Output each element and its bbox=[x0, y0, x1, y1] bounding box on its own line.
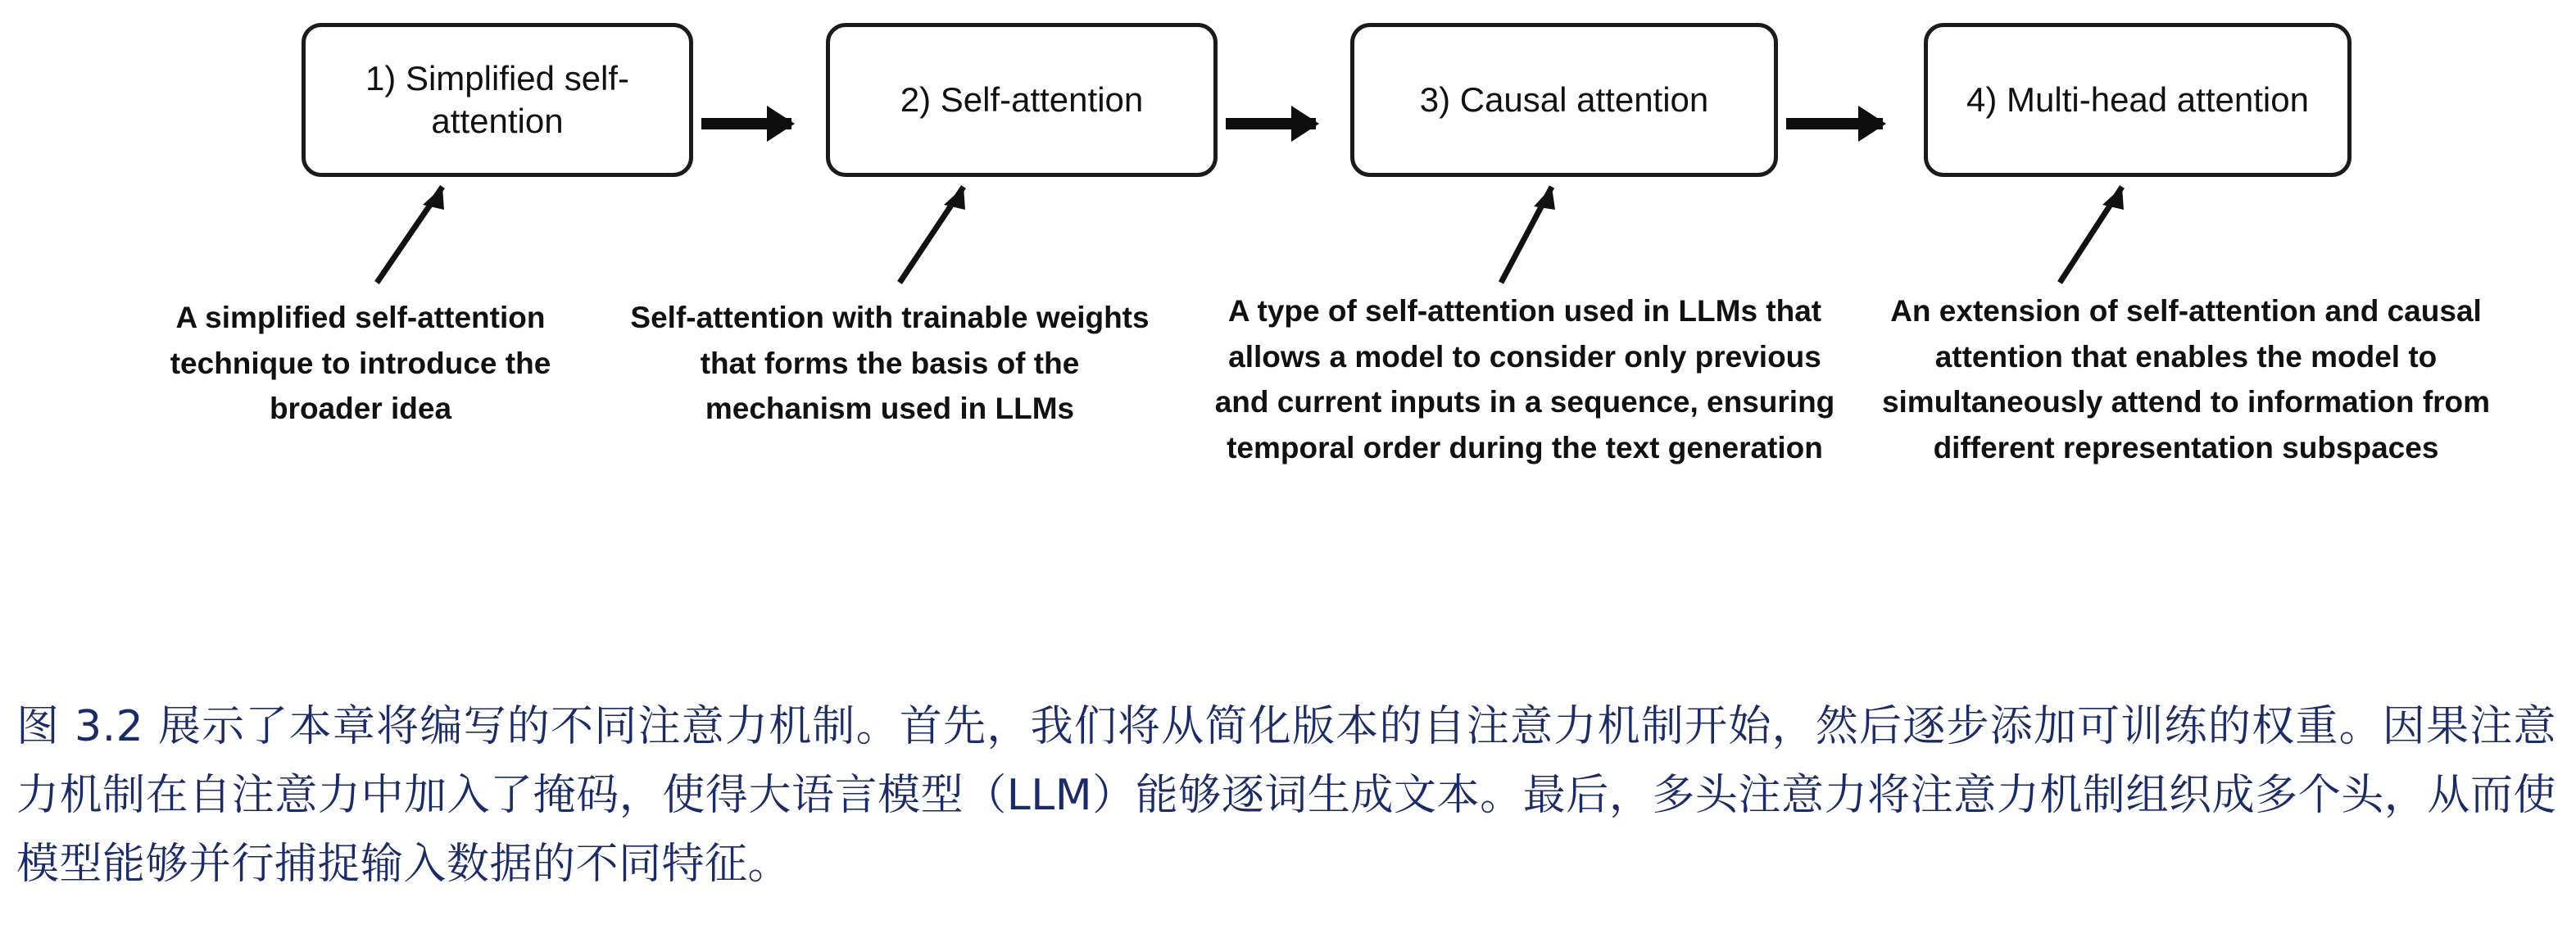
stage-label: 4) Multi-head attention bbox=[1966, 79, 2309, 119]
caption-pointer-arrow-2-icon bbox=[885, 172, 1016, 287]
caption-pointer-arrow-3-icon bbox=[1467, 172, 1598, 287]
stage-box-self-attention bbox=[826, 23, 1218, 177]
flow-arrow-2-icon bbox=[1226, 118, 1316, 129]
flow-arrow-1-icon bbox=[701, 118, 791, 129]
stage-box-simplified-self-attention bbox=[302, 23, 693, 177]
flow-arrow-3-icon bbox=[1786, 118, 1883, 129]
figure-description-paragraph: 图 3.2 展示了本章将编写的不同注意力机制。首先，我们将从简化版本的自注意力机制开始，然后逐步添加可训练的权重。因果注意力机制在自注意力中加入了掩码，使得大语言模型（LLM）能够逐词生成文本。最后，多头注意力将注意力机制组织成多个头，从而使模型能够并行捕捉输入数据的不同特征。 bbox=[16, 702, 2556, 890]
caption-pointer-arrow-1-icon bbox=[352, 172, 483, 287]
stage-label: 2) Self-attention bbox=[900, 79, 1144, 119]
stage-label: 1) Simplified self-attention bbox=[365, 58, 630, 140]
stage-box-causal-attention bbox=[1350, 23, 1778, 177]
caption-self-attention: Self-attention with trainable weights that forms the basis of the mechanism used in LLMs bbox=[630, 301, 1150, 425]
caption-causal-attention: A type of self-attention used in LLMs that allows a model to consider only previous and current inputs in a sequence, ensuring temporal order during the text generation bbox=[1214, 294, 1835, 464]
stage-label: 3) Causal attention bbox=[1419, 79, 1709, 119]
caption-multi-head-attention: An extension of self-attention and causal attention that enables the model to simultaneously attend to information from different representation subspaces bbox=[1881, 294, 2491, 464]
caption-pointer-arrow-4-icon bbox=[2040, 172, 2171, 287]
caption-simplified-self-attention: A simplified self-attention technique to introduce the broader idea bbox=[170, 301, 551, 425]
stage-box-multi-head-attention bbox=[1924, 23, 2352, 177]
